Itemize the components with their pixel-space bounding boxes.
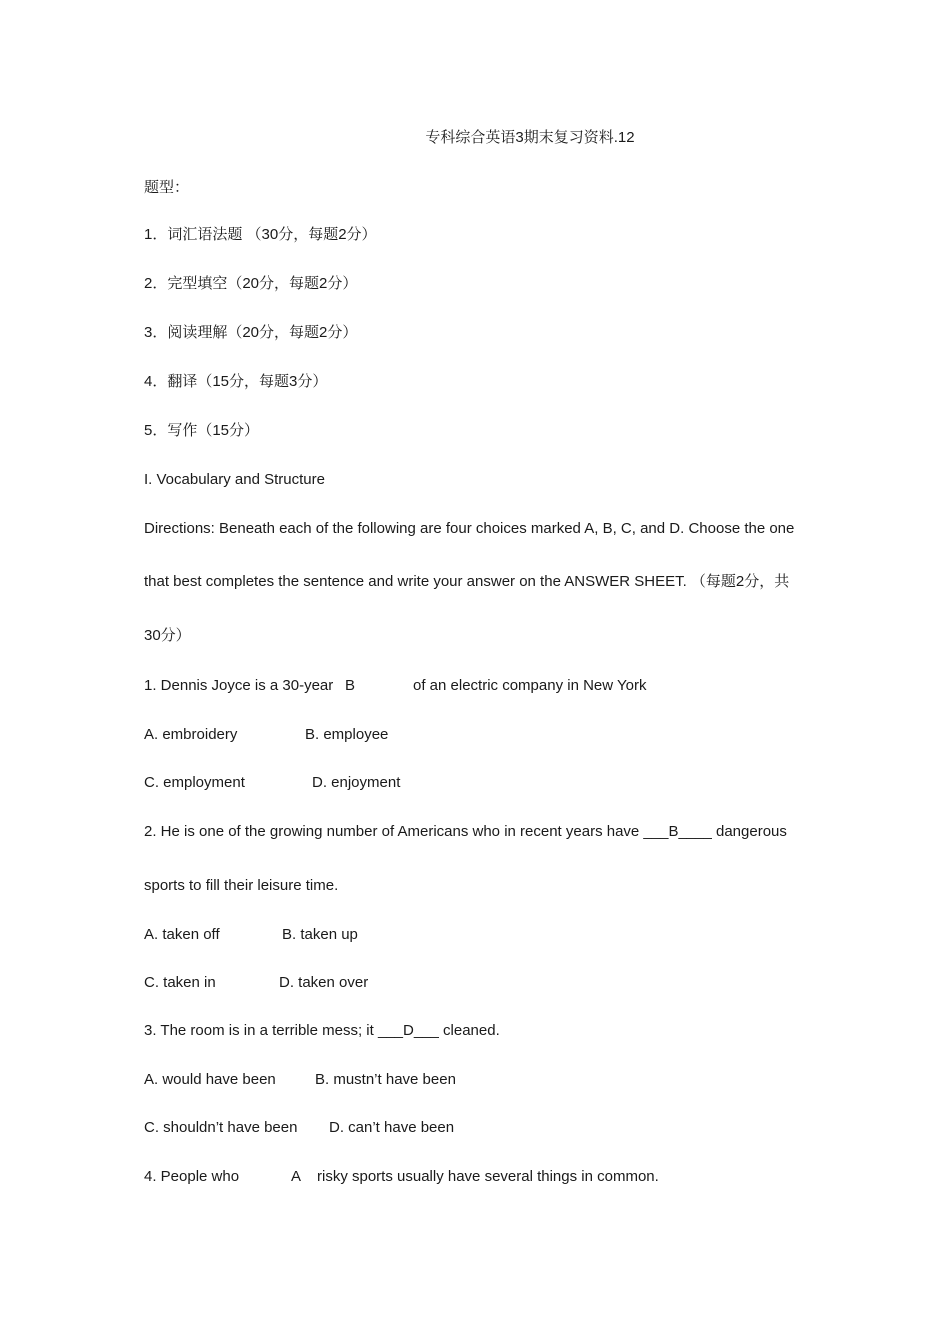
question-3-stem: 3. The room is in a terrible mess; it ___D___ cleaned.: [144, 1022, 500, 1039]
option-d: D. taken over: [279, 974, 369, 991]
question-1-stem: 1. Dennis Joyce is a 30-year: [144, 677, 334, 694]
question-4-stem: 4. People who: [144, 1168, 240, 1185]
question-types-heading: 题型：: [144, 179, 190, 196]
directions-line: that best completes the sentence and write your answer on the ANSWER SHEET. （每题2分，共: [144, 573, 790, 590]
question-type-item: 3．阅读理解（20分，每题2分）: [144, 324, 358, 341]
question-type-item: 5．写作（15分）: [144, 422, 260, 439]
document-title: 专科综合英语3期末复习资料.12: [425, 129, 635, 146]
option-a: A. taken off: [144, 926, 220, 943]
question-2-stem-cont: sports to fill their leisure time.: [144, 877, 339, 894]
option-a: A. embroidery: [144, 726, 238, 743]
option-c: C. shouldn’t have been: [144, 1119, 298, 1136]
question-type-item: 2．完型填空（20分，每题2分）: [144, 275, 358, 292]
option-b: B. mustn’t have been: [315, 1071, 456, 1088]
question-2-stem: 2. He is one of the growing number of Americans who in recent years have ___B____ dangerous: [144, 823, 787, 840]
directions-line: 30分）: [144, 627, 191, 644]
question-1-answer: B: [345, 677, 356, 694]
question-4-stem-end: risky sports usually have several things in common.: [317, 1168, 659, 1185]
question-4-answer: A: [291, 1168, 302, 1185]
question-1-stem-end: of an electric company in New York: [413, 677, 647, 694]
option-b: B. taken up: [282, 926, 358, 943]
directions-line: Directions: Beneath each of the following are four choices marked A, B, C, and D. Choose the one: [144, 520, 795, 537]
option-a: A. would have been: [144, 1071, 276, 1088]
question-type-item: 1．词汇语法题 （30分，每题2分）: [144, 226, 377, 243]
option-d: D. enjoyment: [312, 774, 401, 791]
option-d: D. can’t have been: [329, 1119, 455, 1136]
section-heading: I. Vocabulary and Structure: [144, 471, 325, 488]
question-type-item: 4．翻译（15分，每题3分）: [144, 373, 328, 390]
option-b: B. employee: [305, 726, 389, 743]
option-c: C. employment: [144, 774, 245, 791]
option-c: C. taken in: [144, 974, 216, 991]
